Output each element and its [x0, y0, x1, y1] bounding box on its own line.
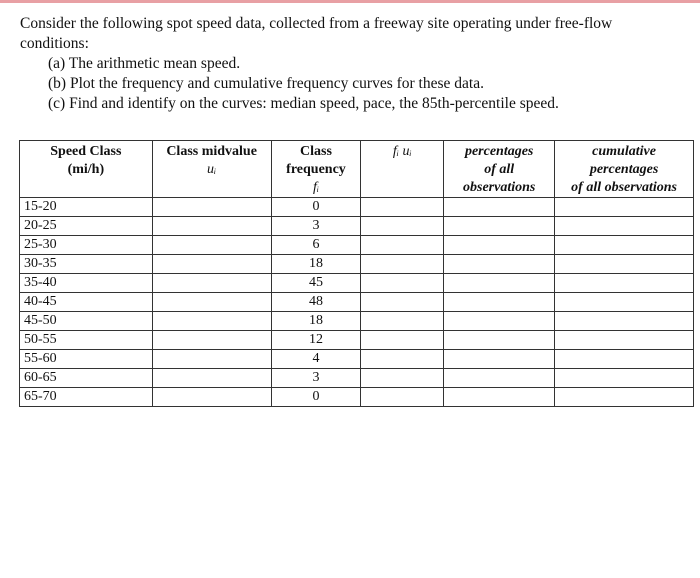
frequency-cell: 4: [271, 350, 361, 369]
header-fu-product: fᵢ uᵢ: [361, 141, 444, 198]
midvalue-cell: [152, 388, 271, 407]
table-row: [20, 331, 694, 350]
cumulative-percentage-cell: [555, 293, 694, 312]
midvalue-cell: [152, 217, 271, 236]
table-row: [20, 217, 694, 236]
table-body: [20, 198, 694, 407]
table-row: [20, 388, 694, 407]
midvalue-cell: [152, 255, 271, 274]
speed-class-cell: 45-50: [20, 312, 153, 331]
question-parts: [20, 54, 680, 114]
midvalue-cell: [152, 312, 271, 331]
percentage-cell: [444, 350, 555, 369]
speed-class-cell: 20-25: [20, 217, 153, 236]
table-row: [20, 293, 694, 312]
header-percentages: percentages of all observations: [444, 141, 555, 198]
midvalue-cell: [152, 293, 271, 312]
fu-cell: [361, 312, 444, 331]
cumulative-percentage-cell: [555, 331, 694, 350]
frequency-cell: 0: [271, 388, 361, 407]
speed-class-cell: 55-60: [20, 350, 153, 369]
speed-class-cell: 35-40: [20, 274, 153, 293]
cumulative-percentage-cell: [555, 388, 694, 407]
table-row: [20, 274, 694, 293]
frequency-cell: 12: [271, 331, 361, 350]
midvalue-cell: [152, 274, 271, 293]
speed-class-cell: 60-65: [20, 369, 153, 388]
frequency-cell: 45: [271, 274, 361, 293]
frequency-cell: 48: [271, 293, 361, 312]
header-class-midvalue: Class midvalue uᵢ: [152, 141, 271, 198]
percentage-cell: [444, 331, 555, 350]
midvalue-cell: [152, 236, 271, 255]
frequency-cell: 3: [271, 217, 361, 236]
percentage-cell: [444, 293, 555, 312]
table-row: [20, 350, 694, 369]
percentage-cell: [444, 369, 555, 388]
speed-class-cell: 30-35: [20, 255, 153, 274]
percentage-cell: [444, 198, 555, 217]
table-row: [20, 198, 694, 217]
question-part-b: (b) Plot the frequency and cumulative frequency curves for these data.: [48, 75, 484, 92]
header-class-frequency: Class frequency fᵢ: [271, 141, 361, 198]
frequency-cell: 0: [271, 198, 361, 217]
frequency-cell: 18: [271, 312, 361, 331]
table-row: [20, 312, 694, 331]
percentage-cell: [444, 388, 555, 407]
fu-cell: [361, 388, 444, 407]
fu-cell: [361, 255, 444, 274]
percentage-cell: [444, 217, 555, 236]
cumulative-percentage-cell: [555, 274, 694, 293]
top-divider: [0, 0, 700, 3]
table-header-row: [20, 141, 694, 198]
question-part-a: (a) The arithmetic mean speed.: [48, 55, 241, 72]
midvalue-cell: [152, 331, 271, 350]
fu-cell: [361, 331, 444, 350]
cumulative-percentage-cell: [555, 350, 694, 369]
percentage-cell: [444, 274, 555, 293]
speed-data-table: [19, 140, 694, 407]
percentage-cell: [444, 312, 555, 331]
midvalue-cell: [152, 369, 271, 388]
cumulative-percentage-cell: [555, 369, 694, 388]
speed-class-cell: 65-70: [20, 388, 153, 407]
table-row: [20, 369, 694, 388]
question-text: [20, 14, 680, 114]
fu-cell: [361, 236, 444, 255]
header-cumulative-percentages: cumulative percentages of all observations: [555, 141, 694, 198]
frequency-cell: 6: [271, 236, 361, 255]
question-intro: Consider the following spot speed data, collected from a freeway site operating under free-flow conditions:: [20, 15, 613, 52]
speed-class-cell: 15-20: [20, 198, 153, 217]
cumulative-percentage-cell: [555, 198, 694, 217]
cumulative-percentage-cell: [555, 255, 694, 274]
frequency-cell: 18: [271, 255, 361, 274]
fu-cell: [361, 369, 444, 388]
percentage-cell: [444, 236, 555, 255]
table-row: [20, 255, 694, 274]
midvalue-cell: [152, 198, 271, 217]
table-row: [20, 236, 694, 255]
percentage-cell: [444, 255, 555, 274]
header-speed-class: Speed Class (mi/h): [20, 141, 153, 198]
fu-cell: [361, 198, 444, 217]
question-part-c: (c) Find and identify on the curves: median speed, pace, the 85th-percentile speed.: [48, 95, 559, 112]
frequency-cell: 3: [271, 369, 361, 388]
cumulative-percentage-cell: [555, 312, 694, 331]
speed-class-cell: 40-45: [20, 293, 153, 312]
cumulative-percentage-cell: [555, 217, 694, 236]
fu-cell: [361, 274, 444, 293]
fu-cell: [361, 350, 444, 369]
cumulative-percentage-cell: [555, 236, 694, 255]
speed-class-cell: 25-30: [20, 236, 153, 255]
speed-class-cell: 50-55: [20, 331, 153, 350]
midvalue-cell: [152, 350, 271, 369]
fu-cell: [361, 293, 444, 312]
fu-cell: [361, 217, 444, 236]
